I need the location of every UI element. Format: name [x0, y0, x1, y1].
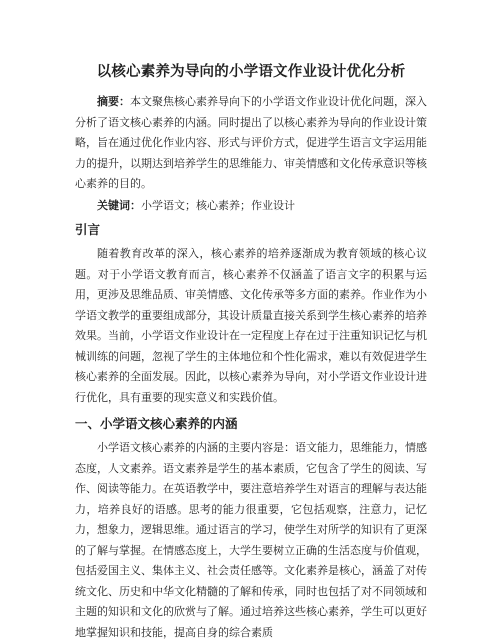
abstract — [75, 92, 427, 195]
section1-paragraph: 小学语文核心素养的内涵的主要内容是：语文能力，思维能力，情感态度，人文素养。语文素养是学生的基本素质，它包含了学生的阅读、写作、阅读等能力。在英语教学中，要注意培养学生对语言的理解与表达能力，培养良好的语感。思考的能力很重要，它包括观察，注意力，记忆力，想象力，逻辑思维。通过语言的学习，使学生对所学的知识有了更深的了解与掌握。在情感态度上，大学生要树立正确的生活态度与价值观，包括爱国主义、集体主义、社会责任感等。文化素养是核心，涵盖了对传统文化、历史和中华文化精髓的了解和传承，同时也包括了对不同领域和主题的知识和文化的欣赏与了解。通过培养这些核心素养，学生可以更好地掌握知识和技能，提高自身的综合素质 — [75, 441, 427, 639]
section1-heading: 一、小学语文核心素养的内涵 — [75, 416, 238, 431]
keywords — [75, 196, 427, 217]
keywords-text: 小学语文；核心素养；作业设计 — [141, 198, 295, 212]
intro-heading: 引言 — [75, 222, 101, 237]
keywords-label: 关键词： — [97, 198, 141, 212]
abstract-text: 本文聚焦核心素养导向下的小学语文作业设计优化问题，深入分析了语文核心素养的内涵。同时提出了以核心素养为导向的作业设计策略，旨在通过优化作业内容、形式与评价方式，促进学生语言文字运用能力的提升，以期达到培养学生的思维能力、审美情感和文化传承意识等核心素养的目的。 — [75, 95, 427, 190]
document-title: 以核心素养为导向的小学语文作业设计优化分析 — [96, 63, 406, 80]
abstract-label: 摘要： — [97, 95, 130, 108]
intro-paragraph: 随着教育改革的深入，核心素养的培养逐渐成为教育领域的核心议题。对于小学语文教育而言，核心素养不仅涵盖了语言文字的积累与运用，更涉及思维品质、审美情感、文化传承等多方面的素养。作业作为小学语文教学的重要组成部分，其设计质量直接关系到学生核心素养的培养效果。当前，小学语文作业设计在一定程度上存在过于注重知识记忆与机械训练的问题，忽视了学生的主体地位和个性化需求，难以有效促进学生核心素养的全面发展。因此，以核心素养为导向，对小学语文作业设计进行优化，具有重要的现实意义和实践价值。 — [75, 247, 427, 404]
document-content — [75, 62, 427, 643]
